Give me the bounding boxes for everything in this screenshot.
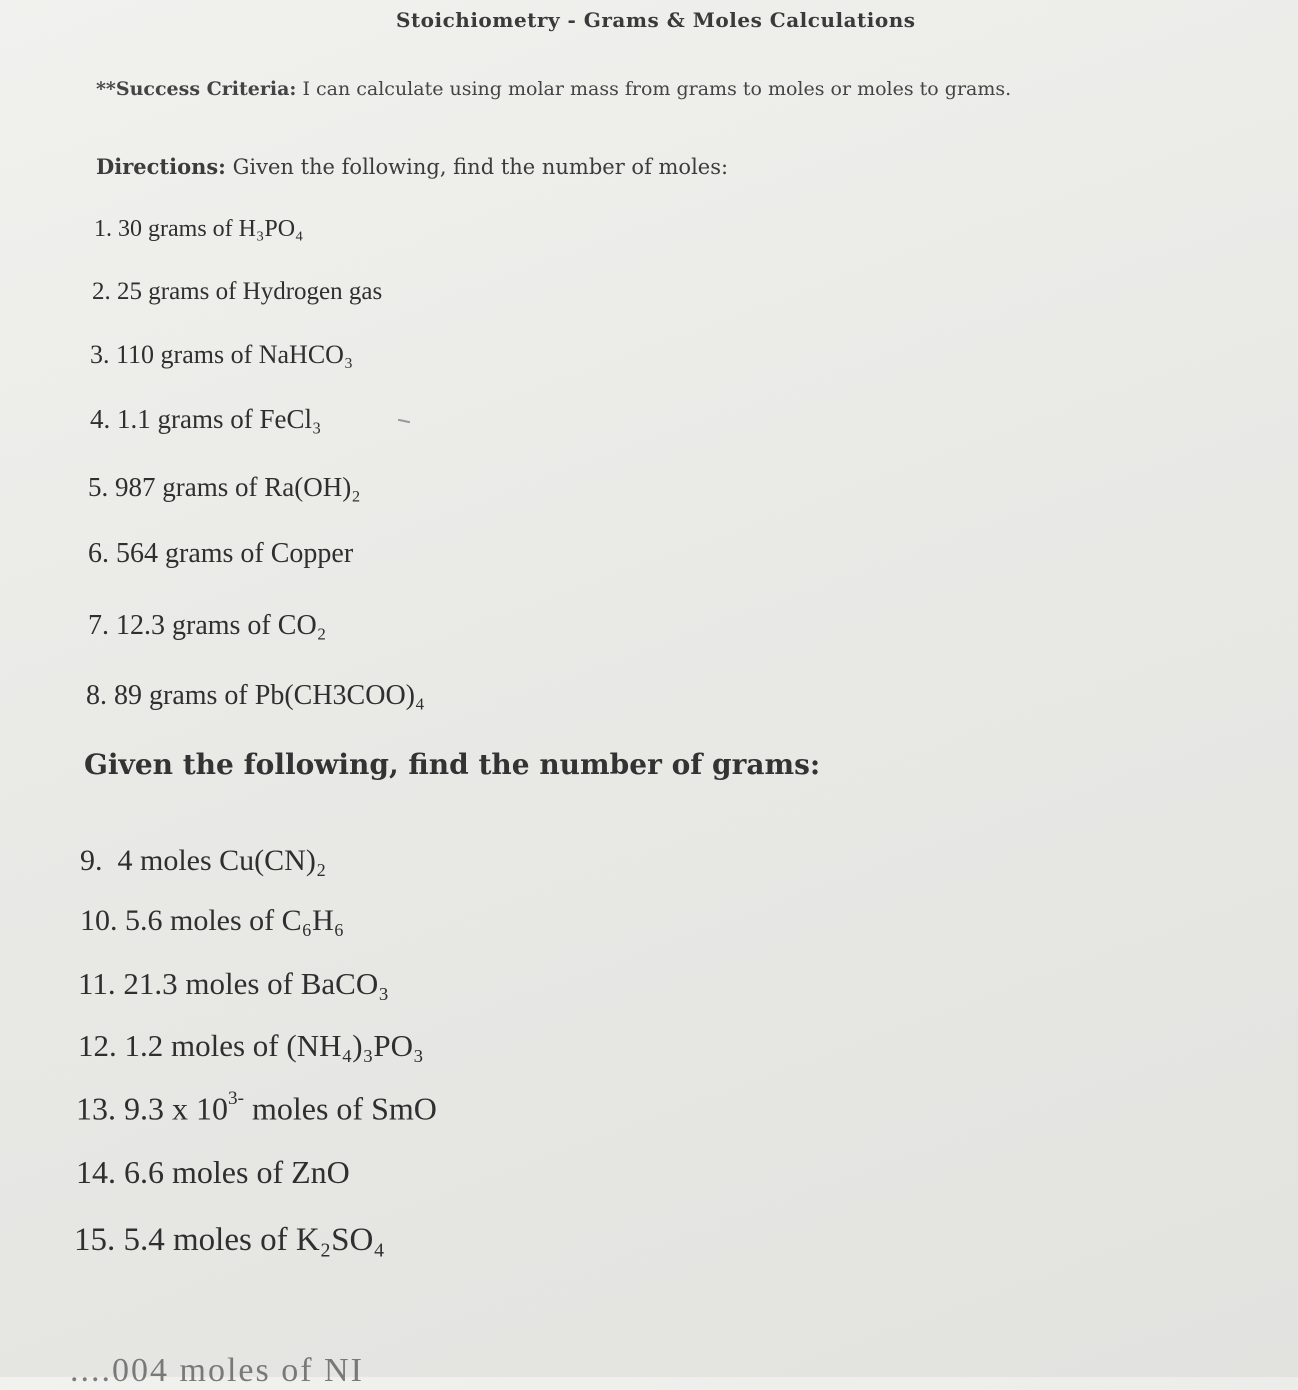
chemical-formula: BaCO₃	[300, 966, 390, 1001]
question-number: 6.	[88, 538, 109, 569]
chemical-formula: Ra(OH)₂	[264, 472, 361, 502]
pen-mark	[398, 419, 410, 423]
question-text: 1.1 grams of	[117, 404, 260, 434]
chemical-formula: H₃PO₄	[238, 216, 304, 242]
chemical-formula: K₂SO₄	[295, 1222, 385, 1258]
question-text: 12.3 grams of	[116, 610, 278, 641]
question-text: 30 grams of	[118, 216, 239, 242]
worksheet-title: Stoichiometry - Grams & Moles Calculations	[396, 8, 916, 32]
success-criteria	[96, 78, 1011, 100]
question-text: 5.4 moles of	[123, 1222, 296, 1258]
question-15	[74, 1222, 385, 1259]
question-text: 9.3 x 10	[124, 1090, 228, 1127]
chemical-formula: (NH₄)₃PO₃	[286, 1028, 424, 1063]
question-number: 3.	[90, 340, 110, 369]
question-3	[90, 340, 353, 370]
chemical-formula: moles of SmO	[243, 1090, 437, 1127]
question-number: 9.	[80, 844, 103, 877]
question-number: 2.	[92, 278, 111, 305]
chemical-formula: FeCl₃	[259, 404, 322, 434]
question-text: 1.2 moles of	[124, 1028, 287, 1063]
question-12	[78, 1028, 424, 1064]
question-text: 987 grams of	[115, 472, 265, 502]
question-text: 25 grams of Hydrogen gas	[117, 278, 383, 305]
question-13	[76, 1088, 437, 1127]
question-text: 110 grams of	[116, 340, 259, 369]
question-number: 8.	[86, 680, 107, 711]
question-number: 13.	[76, 1090, 116, 1127]
chemical-formula: CO₂	[277, 610, 327, 641]
directions-text: Given the following, find the number of moles:	[225, 155, 729, 179]
grams-section-heading: Given the following, find the number of grams:	[84, 748, 821, 781]
question-text: 5.6 moles of	[125, 904, 282, 937]
question-number: 1.	[94, 216, 112, 242]
chemical-formula: Cu(CN)₂	[219, 844, 327, 877]
question-6	[88, 538, 353, 570]
question-number: 10.	[80, 904, 118, 937]
criteria-label: **Success Criteria:	[96, 78, 297, 100]
question-number: 5.	[88, 472, 109, 502]
directions-label: Directions:	[96, 154, 226, 179]
question-text: 564 grams of Copper	[116, 538, 354, 569]
question-number: 7.	[88, 610, 109, 641]
question-9	[80, 844, 326, 878]
exponent: 3-	[228, 1088, 244, 1109]
question-number: 11.	[78, 966, 116, 1001]
question-8	[86, 680, 425, 712]
criteria-text: I can calculate using molar mass from grams to moles or moles to grams.	[296, 78, 1012, 100]
question-7	[88, 610, 326, 642]
question-text: 4 moles	[117, 844, 220, 877]
chemical-formula: ZnO	[291, 1154, 350, 1190]
question-number: 4.	[90, 404, 111, 434]
question-number: 15.	[74, 1222, 116, 1258]
question-14	[76, 1154, 350, 1191]
cutoff-question-text: ....004 moles of NI	[70, 1352, 364, 1389]
question-2	[92, 278, 382, 306]
question-4	[90, 404, 321, 435]
question-11	[78, 966, 389, 1002]
chemical-formula: C₆H₆	[281, 904, 345, 937]
directions	[96, 154, 728, 179]
question-number: 12.	[78, 1028, 117, 1063]
question-10	[80, 904, 344, 938]
chemical-formula: Pb(CH3COO)₄	[254, 680, 425, 711]
chemical-formula: NaHCO₃	[258, 340, 354, 369]
question-text: 89 grams of	[114, 680, 255, 711]
question-number: 14.	[76, 1154, 116, 1190]
question-5	[88, 472, 361, 503]
question-text: 21.3 moles of	[123, 966, 301, 1001]
question-text: 6.6 moles of	[124, 1154, 292, 1190]
question-1	[94, 216, 303, 243]
